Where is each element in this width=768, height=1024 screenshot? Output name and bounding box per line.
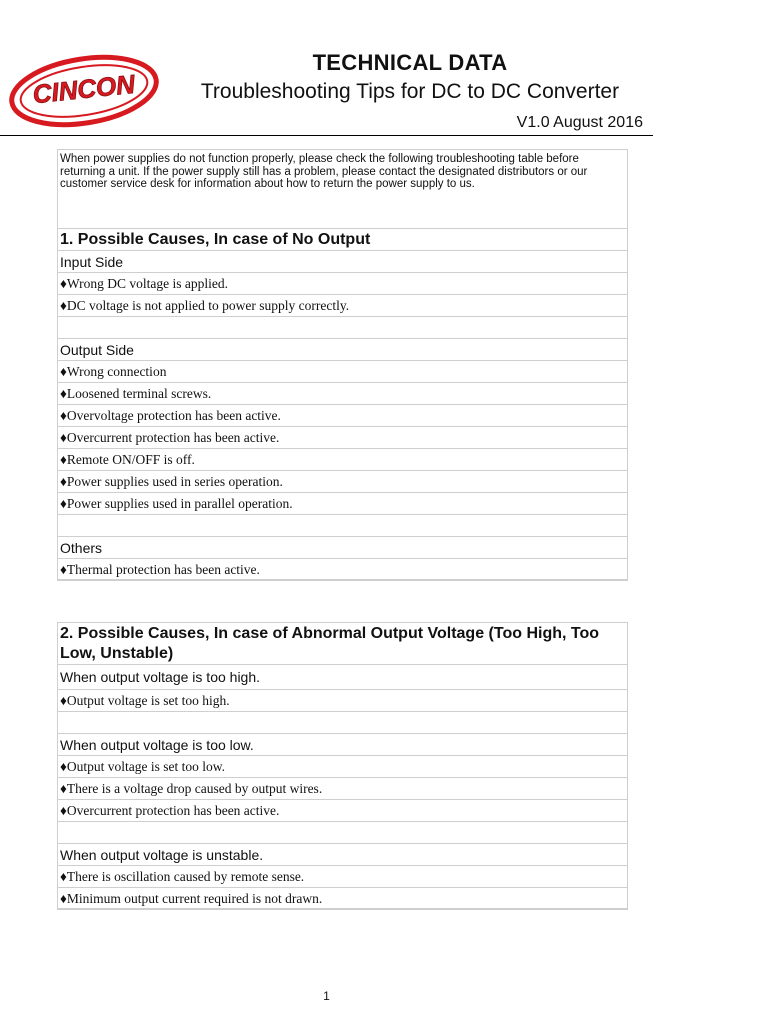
page-number: 1 (323, 989, 330, 1003)
list-item: ♦Overcurrent protection has been active. (58, 427, 627, 449)
list-item: ♦DC voltage is not applied to power supply correctly. (58, 295, 627, 317)
input-side-title: Input Side (58, 251, 627, 273)
cincon-logo-graphic (8, 50, 160, 132)
list-item: ♦Wrong connection (58, 361, 627, 383)
logo-text: CINCON (31, 68, 137, 110)
troubleshooting-table-2 (57, 622, 628, 910)
list-item: ♦Overcurrent protection has been active. (58, 800, 627, 822)
list-item: ♦There is a voltage drop caused by output wires. (58, 778, 627, 800)
section2-heading: 2. Possible Causes, In case of Abnormal Output Voltage (Too High, Too Low, Unstable) (58, 623, 627, 665)
list-item: ♦There is oscillation caused by remote sense. (58, 866, 627, 888)
list-item: ♦Power supplies used in parallel operation. (58, 493, 627, 515)
document-title: TECHNICAL DATA (312, 50, 508, 75)
others-title: Others (58, 537, 627, 559)
intro-text: When power supplies do not function properly, please check the following troubleshooting table before returning a unit. If the power supply still has a problem, please contact the designated distributors or our customer service desk for information about how to return the power supply to us. (58, 150, 627, 229)
too-low-title: When output voltage is too low. (58, 734, 627, 756)
list-item: ♦Loosened terminal screws. (58, 383, 627, 405)
list-item: ♦Minimum output current required is not drawn. (58, 888, 627, 910)
output-side-title: Output Side (58, 339, 627, 361)
section1-heading: 1. Possible Causes, In case of No Output (58, 229, 627, 251)
list-item: ♦Output voltage is set too low. (58, 756, 627, 778)
list-item: ♦Output voltage is set too high. (58, 690, 627, 712)
unstable-title: When output voltage is unstable. (58, 844, 627, 866)
blank-row (58, 317, 627, 339)
document-subtitle: Troubleshooting Tips for DC to DC Converter (200, 80, 620, 103)
list-item: ♦Power supplies used in series operation. (58, 471, 627, 493)
blank-row (58, 712, 627, 734)
blank-row (58, 515, 627, 537)
too-high-title: When output voltage is too high. (58, 665, 627, 690)
list-item: ♦Wrong DC voltage is applied. (58, 273, 627, 295)
list-item: ♦Thermal protection has been active. (58, 559, 627, 581)
blank-row (58, 822, 627, 844)
cincon-logo (8, 50, 160, 132)
list-item: ♦Remote ON/OFF is off. (58, 449, 627, 471)
header-rule (0, 135, 653, 136)
document-version: V1.0 August 2016 (516, 114, 643, 131)
troubleshooting-table-1 (57, 149, 628, 581)
list-item: ♦Overvoltage protection has been active. (58, 405, 627, 427)
